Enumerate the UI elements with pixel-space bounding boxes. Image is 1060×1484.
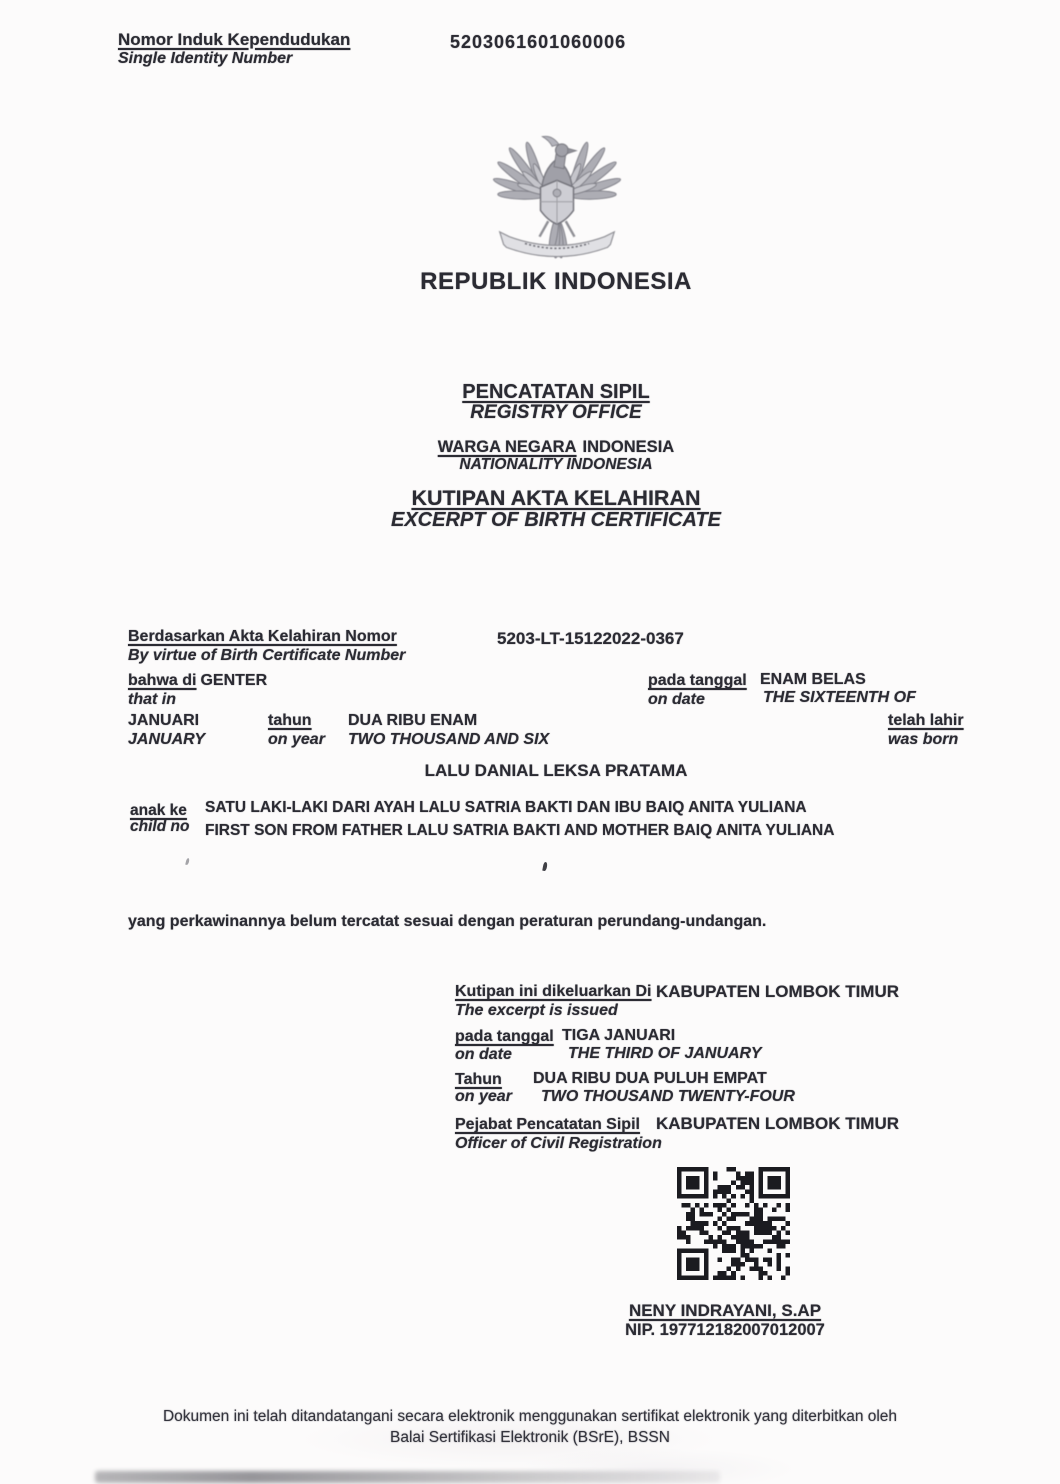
birth-date-label-en: on date: [648, 691, 705, 708]
birth-date-value-en: THE SIXTEENTH OF: [763, 689, 916, 706]
issued-year-value-id: DUA RIBU DUA PULUH EMPAT: [533, 1070, 767, 1087]
birth-place-label-en: that in: [128, 691, 176, 708]
footer-line-1: Dokumen ini telah ditandatangani secara elektronik menggunakan sertifikat elektronik yang diterbitkan oleh: [162, 1408, 898, 1425]
birth-year-value-en: TWO THOUSAND AND SIX: [348, 731, 550, 748]
birth-place-value: GENTER: [200, 672, 268, 689]
signatory-nip: NIP. 197712182007012007: [625, 1321, 825, 1339]
issued-date-value-en: THE THIRD OF JANUARY: [568, 1045, 762, 1062]
birth-year-value-id: DUA RIBU ENAM: [348, 712, 478, 729]
birth-date-value-id: ENAM BELAS: [760, 671, 866, 688]
nationality-rest: INDONESIA: [582, 438, 675, 456]
country-title: REPUBLIK INDONESIA: [420, 268, 692, 295]
officer-label-en: Officer of Civil Registration: [455, 1135, 662, 1152]
issued-place-value: KABUPATEN LOMBOK TIMUR: [656, 982, 900, 1001]
cert-number-value: 5203-LT-15122022-0367: [497, 629, 684, 648]
issued-date-label-en: on date: [455, 1046, 512, 1063]
birth-place-label-id: bahwa di: [128, 672, 197, 689]
qr-code: [677, 1167, 790, 1280]
issued-date-value-id: TIGA JANUARI: [562, 1027, 676, 1044]
cert-number-label-id: Berdasarkan Akta Kelahiran Nomor: [128, 628, 397, 645]
excerpt-title-id: KUTIPAN AKTA KELAHIRAN: [411, 486, 701, 510]
registry-office-title-id: PENCATATAN SIPIL: [462, 381, 650, 403]
footer-line-2: Balai Sertifikasi Elektronik (BSrE), BSSN: [390, 1429, 670, 1446]
nationality-title-en: NATIONALITY INDONESIA: [459, 456, 653, 473]
ink-speck: [542, 862, 547, 871]
nik-value: 5203061601060006: [450, 32, 627, 52]
child-no-label-en: child no: [130, 818, 190, 835]
was-born-label-en: was born: [888, 731, 959, 748]
officer-label-id: Pejabat Pencatatan Sipil: [455, 1116, 640, 1133]
birth-place-row: [128, 672, 267, 691]
registry-office-title-en: REGISTRY OFFICE: [470, 402, 642, 423]
issued-year-label-en: on year: [455, 1088, 512, 1105]
was-born-label-id: telah lahir: [888, 712, 964, 729]
issued-at-label-id: Kutipan ini dikeluarkan Di: [455, 983, 652, 1000]
issued-year-value-en: TWO THOUSAND TWENTY-FOUR: [541, 1088, 795, 1105]
nik-label-english: Single Identity Number: [118, 50, 293, 67]
nationality-title-id: [56, 438, 1056, 457]
child-desc-en: FIRST SON FROM FATHER LALU SATRIA BAKTI AND MOTHER BAIQ ANITA YULIANA: [205, 822, 835, 839]
birth-month-id: JANUARI: [128, 712, 200, 729]
ink-speck: [185, 858, 190, 866]
child-no-label-id: anak ke: [130, 802, 187, 819]
birth-date-label-id: pada tanggal: [648, 672, 747, 689]
child-desc-id: SATU LAKI-LAKI DARI AYAH LALU SATRIA BAKTI DAN IBU BAIQ ANITA YULIANA: [205, 799, 807, 816]
issued-at-label-en: The excerpt is issued: [455, 1002, 618, 1019]
issued-date-label-id: pada tanggal: [455, 1028, 554, 1045]
birth-month-en: JANUARY: [128, 731, 206, 748]
marriage-note: yang perkawinannya belum tercatat sesuai dengan peraturan perundang-undangan.: [128, 913, 767, 930]
scan-artifact: [95, 1471, 720, 1483]
birth-year-label-id: tahun: [268, 712, 312, 729]
garuda-pancasila-emblem: [484, 124, 630, 260]
signatory-name: NENY INDRAYANI, S.AP: [628, 1301, 822, 1320]
birth-year-label-en: on year: [268, 731, 325, 748]
issued-year-label-id: Tahun: [455, 1071, 502, 1088]
excerpt-title-en: EXCERPT OF BIRTH CERTIFICATE: [390, 509, 722, 531]
child-name: LALU DANIAL LEKSA PRATAMA: [424, 761, 688, 780]
nik-label-indonesian: Nomor Induk Kependudukan: [118, 30, 351, 49]
officer-place-value: KABUPATEN LOMBOK TIMUR: [656, 1114, 900, 1133]
cert-number-label-en: By virtue of Birth Certificate Number: [128, 647, 406, 664]
nationality-underlined: WARGA NEGARA: [437, 438, 577, 456]
